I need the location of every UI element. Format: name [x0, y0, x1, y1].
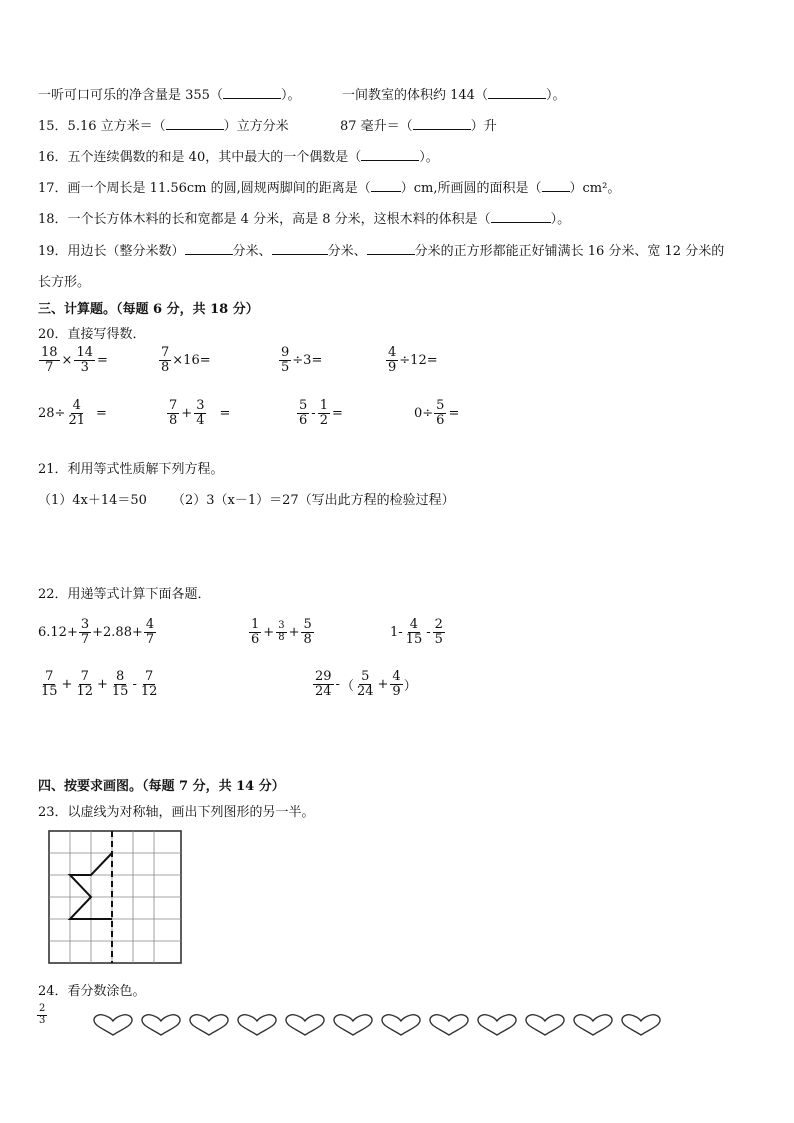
text: ）。 — [280, 88, 301, 103]
answer-blank[interactable] — [491, 210, 551, 223]
heart-icon[interactable] — [188, 1013, 230, 1037]
question-23: 23．以虚线为对称轴，画出下列图形的另一半。 — [38, 805, 315, 820]
line-1 — [38, 84, 300, 103]
step-calc-3 — [390, 618, 446, 646]
question-17 — [38, 177, 620, 196]
symmetry-grid[interactable] — [48, 830, 182, 964]
hearts-row — [92, 1013, 662, 1037]
text: 19．用边长（整分米数） — [38, 244, 185, 259]
line-1-right — [342, 84, 565, 103]
text: 分米、 — [327, 244, 367, 259]
operator: = — [219, 405, 231, 421]
heart-icon[interactable] — [92, 1013, 134, 1037]
text: ）cm²。 — [569, 181, 621, 196]
heart-icon[interactable] — [620, 1013, 662, 1037]
text: ）。 — [550, 212, 571, 227]
question-16 — [38, 146, 439, 165]
step-calc-4 — [38, 670, 160, 698]
operator: + — [181, 405, 193, 421]
equation-2: （2）3（x－1）＝27（写出此方程的检验过程） — [172, 493, 455, 508]
answer-blank[interactable] — [272, 242, 328, 255]
text: 15．5.16 立方米＝（ — [38, 119, 166, 134]
equation-1: （1）4x＋14＝50 — [38, 493, 147, 508]
fraction: $\frac{4}{7}$ — [145, 617, 155, 647]
fraction: $\frac{29}{24}$ — [315, 669, 332, 699]
question-18 — [38, 208, 570, 227]
text: ）。 — [419, 150, 439, 165]
fraction: $\frac{1}{6}$ — [251, 617, 260, 647]
text: 分米、 — [232, 244, 272, 259]
heart-icon[interactable] — [428, 1013, 470, 1037]
operator: + — [288, 624, 300, 640]
fraction: $\frac{5}{24}$ — [356, 669, 374, 699]
section-3-title: 三、计算题。（每题 6 分，共 18 分） — [38, 302, 259, 317]
heart-icon[interactable] — [524, 1013, 566, 1037]
fraction: $\frac{5}{6}$ — [299, 398, 308, 428]
question-20: 20．直接写得数． — [38, 327, 146, 342]
question-22: 22．用递等式计算下面各题． — [38, 587, 211, 602]
calc-4 — [385, 346, 438, 374]
answer-blank[interactable] — [413, 117, 471, 130]
answer-blank[interactable] — [542, 179, 570, 192]
fraction: $\frac{5}{8}$ — [303, 617, 312, 647]
heart-icon[interactable] — [572, 1013, 614, 1037]
calc-6 — [166, 399, 231, 427]
text: 6.12+ — [38, 624, 78, 640]
fraction: $\frac{4}{15}$ — [405, 617, 423, 647]
grid-lines — [49, 831, 181, 963]
fraction: $\frac{8}{15}$ — [111, 669, 129, 699]
question-15-right — [340, 115, 497, 134]
fraction: $\frac{18}{7}$ — [41, 345, 58, 375]
heart-icon[interactable] — [284, 1013, 326, 1037]
fraction: $\frac{2}{3}$ — [39, 1003, 46, 1026]
operator: = — [97, 352, 108, 368]
step-calc-5 — [312, 670, 417, 698]
heart-icon[interactable] — [380, 1013, 422, 1037]
operator: - — [335, 676, 340, 692]
fraction: $\frac{3}{4}$ — [196, 398, 205, 428]
text: +2.88+ — [92, 624, 143, 640]
question-24: 24．看分数涂色。 — [38, 984, 146, 999]
text: 长方形。 — [38, 275, 91, 290]
fraction: $\frac{7}{12}$ — [76, 669, 93, 699]
operator: - — [426, 624, 431, 640]
heart-icon[interactable] — [236, 1013, 278, 1037]
answer-blank[interactable] — [185, 242, 233, 255]
operator: × — [61, 352, 73, 368]
operator: + — [61, 676, 73, 692]
heart-icon[interactable] — [332, 1013, 374, 1037]
text: ÷12= — [399, 352, 438, 368]
operator: - — [311, 405, 316, 421]
calc-2 — [158, 346, 211, 374]
operator: - — [132, 676, 137, 692]
step-calc-2 — [248, 618, 315, 646]
answer-blank[interactable] — [371, 179, 401, 192]
text: 28÷ — [38, 405, 66, 421]
text: 分米的正方形都能正好铺满长 16 分米、宽 12 分米的 — [414, 244, 725, 259]
text: （ — [340, 678, 354, 694]
fraction: $\frac{9}{5}$ — [281, 345, 290, 375]
text: ÷3= — [292, 352, 323, 368]
text: 0÷ — [414, 405, 434, 421]
answer-blank[interactable] — [166, 117, 224, 130]
operator: + — [263, 624, 275, 640]
text: 18．一个长方体木料的长和宽都是 4 分米，高是 8 分米，这根木料的体积是（ — [38, 212, 491, 227]
text: 1- — [390, 624, 403, 640]
text: ）。 — [545, 88, 566, 103]
fraction: $\frac{14}{3}$ — [76, 345, 93, 375]
text: ）升 — [470, 119, 497, 134]
answer-blank[interactable] — [223, 86, 281, 99]
answer-blank[interactable] — [361, 148, 419, 161]
operator: + — [97, 676, 108, 692]
calc-8 — [414, 399, 460, 427]
heart-icon[interactable] — [140, 1013, 182, 1037]
fraction: $\frac{1}{2}$ — [319, 398, 328, 428]
section-4-title: 四、按要求画图。（每题 7 分，共 14 分） — [38, 779, 285, 794]
calc-3 — [278, 346, 322, 374]
question-19 — [38, 240, 724, 259]
text: 17．画一个周长是 11.56cm 的圆,圆规两脚间的距离是（ — [38, 181, 371, 196]
text: ×16= — [172, 352, 211, 368]
fraction: $\frac{4}{21}$ — [68, 398, 85, 428]
question-15 — [38, 115, 289, 134]
operator: + — [377, 676, 389, 692]
fraction: $\frac{3}{8}$ — [278, 620, 285, 643]
operator: = — [95, 405, 107, 421]
calc-1 — [38, 346, 109, 374]
fraction: $\frac{2}{5}$ — [434, 617, 443, 647]
text: ）立方分米 — [223, 119, 289, 134]
heart-icon[interactable] — [476, 1013, 518, 1037]
calc-7 — [296, 399, 344, 427]
question-19-cont — [38, 271, 90, 290]
text: ）cm,所画圆的面积是（ — [400, 181, 542, 196]
step-calc-1 — [38, 618, 157, 646]
color-fraction — [36, 1004, 48, 1026]
fraction: $\frac{7}{15}$ — [41, 669, 58, 699]
fraction: $\frac{7}{8}$ — [161, 345, 170, 375]
text: 一间教室的体积约 144（ — [342, 88, 488, 103]
fraction: $\frac{3}{7}$ — [80, 617, 90, 647]
text: 16．五个连续偶数的和是 40，其中最大的一个偶数是（ — [38, 150, 362, 165]
fraction: $\frac{7}{12}$ — [140, 669, 158, 699]
text: ） — [403, 678, 417, 694]
operator: = — [331, 405, 343, 421]
answer-blank[interactable] — [367, 242, 415, 255]
operator: = — [448, 405, 460, 421]
fraction: $\frac{7}{8}$ — [169, 398, 178, 428]
question-21: 21．利用等式性质解下列方程。 — [38, 462, 224, 477]
fraction: $\frac{5}{6}$ — [436, 398, 445, 428]
text: 87 毫升＝（ — [340, 119, 413, 134]
fraction: $\frac{4}{9}$ — [392, 669, 401, 699]
text: 一听可口可乐的净含量是 355（ — [38, 88, 223, 103]
fraction: $\frac{4}{9}$ — [388, 345, 397, 375]
answer-blank[interactable] — [488, 86, 546, 99]
calc-5 — [38, 399, 108, 427]
